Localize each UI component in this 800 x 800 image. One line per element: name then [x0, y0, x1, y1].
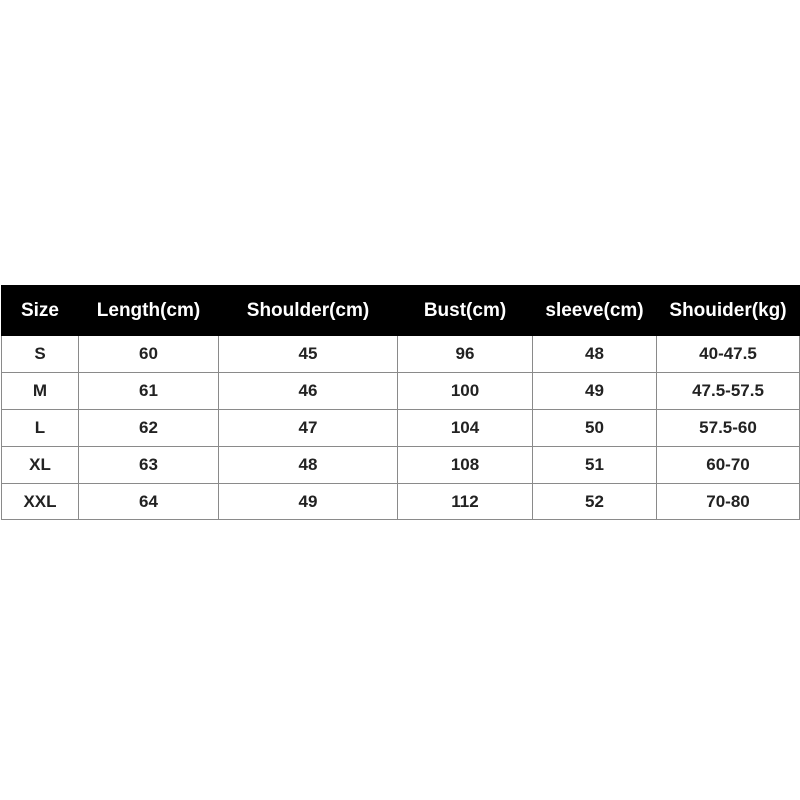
size-chart-table — [1, 285, 800, 520]
cell-size: XXL — [2, 484, 79, 520]
cell-shoulder: 45 — [219, 336, 398, 373]
cell-sleeve: 50 — [533, 410, 657, 447]
cell-size: XL — [2, 447, 79, 484]
cell-length: 61 — [79, 373, 219, 410]
table-row — [2, 373, 800, 410]
cell-bust: 100 — [398, 373, 533, 410]
cell-weight: 57.5-60 — [657, 410, 800, 447]
table-row — [2, 447, 800, 484]
header-shoulder: Shoulder(cm) — [219, 286, 398, 336]
cell-bust: 108 — [398, 447, 533, 484]
cell-shoulder: 49 — [219, 484, 398, 520]
header-size: Size — [2, 286, 79, 336]
cell-length: 64 — [79, 484, 219, 520]
cell-bust: 112 — [398, 484, 533, 520]
table-row — [2, 410, 800, 447]
cell-size: L — [2, 410, 79, 447]
cell-sleeve: 52 — [533, 484, 657, 520]
cell-bust: 104 — [398, 410, 533, 447]
header-weight: Shouider(kg) — [657, 286, 800, 336]
cell-length: 62 — [79, 410, 219, 447]
cell-shoulder: 46 — [219, 373, 398, 410]
cell-shoulder: 47 — [219, 410, 398, 447]
header-length: Length(cm) — [79, 286, 219, 336]
cell-size: S — [2, 336, 79, 373]
cell-sleeve: 49 — [533, 373, 657, 410]
table-header-row — [2, 286, 800, 336]
cell-length: 60 — [79, 336, 219, 373]
cell-shoulder: 48 — [219, 447, 398, 484]
table-row — [2, 484, 800, 520]
cell-sleeve: 48 — [533, 336, 657, 373]
cell-bust: 96 — [398, 336, 533, 373]
header-bust: Bust(cm) — [398, 286, 533, 336]
cell-weight: 47.5-57.5 — [657, 373, 800, 410]
cell-weight: 60-70 — [657, 447, 800, 484]
header-sleeve: sleeve(cm) — [533, 286, 657, 336]
cell-sleeve: 51 — [533, 447, 657, 484]
cell-length: 63 — [79, 447, 219, 484]
table-row — [2, 336, 800, 373]
cell-weight: 70-80 — [657, 484, 800, 520]
cell-weight: 40-47.5 — [657, 336, 800, 373]
cell-size: M — [2, 373, 79, 410]
